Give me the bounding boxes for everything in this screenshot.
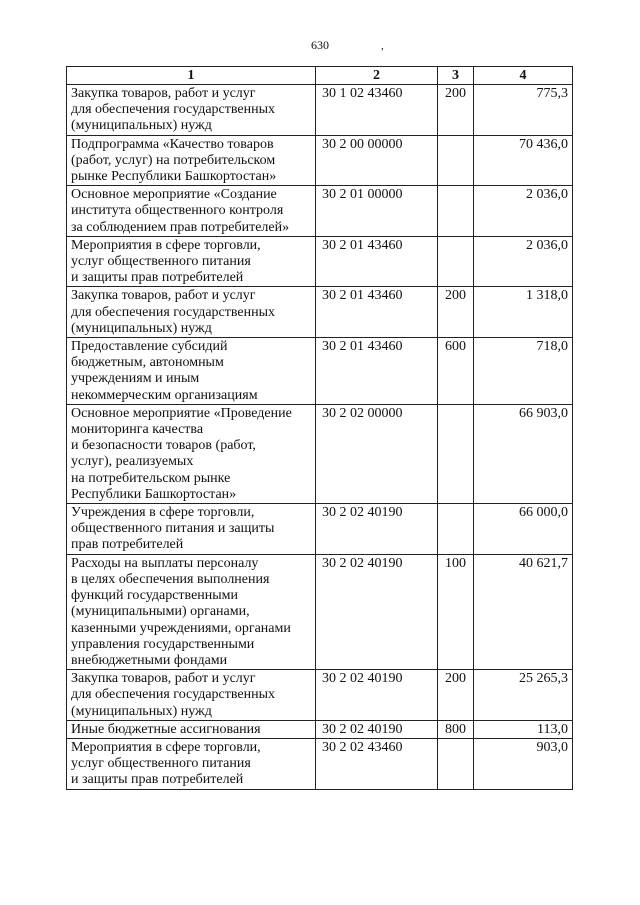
row-name-line: для обеспечения государственных xyxy=(71,102,275,118)
row-name-line: института общественного контроля xyxy=(71,203,284,219)
row-name-line: Основное мероприятие «Проведение xyxy=(71,405,292,421)
stray-mark: , xyxy=(381,40,384,52)
row-code-cell: 30 2 02 43460 xyxy=(316,738,438,789)
row-name-cell xyxy=(67,338,316,405)
row-sum-cell: 40 621,7 xyxy=(474,554,573,669)
row-name-cell xyxy=(67,670,316,721)
row-name-line: рынке Республики Башкортостан» xyxy=(71,169,277,185)
table-row xyxy=(67,720,573,738)
row-sum-cell: 66 000,0 xyxy=(474,504,573,555)
row-code-cell: 30 1 02 43460 xyxy=(316,85,438,136)
row-type-cell: 600 xyxy=(438,338,474,405)
row-name-line: на потребительском рынке xyxy=(71,470,231,486)
row-name-cell xyxy=(67,135,316,186)
row-type-cell xyxy=(438,504,474,555)
row-code-cell: 30 2 02 40190 xyxy=(316,554,438,669)
row-name-line: и безопасности товаров (работ, xyxy=(71,438,256,454)
row-sum-cell: 718,0 xyxy=(474,338,573,405)
row-name-line: Подпрограмма «Качество товаров xyxy=(71,136,274,152)
row-sum-cell: 1 318,0 xyxy=(474,287,573,338)
row-name-line: в целях обеспечения выполнения xyxy=(71,571,270,587)
row-name-line: и защиты прав потребителей xyxy=(71,270,244,286)
row-code-cell: 30 2 00 00000 xyxy=(316,135,438,186)
row-name-line: для обеспечения государственных xyxy=(71,304,275,320)
row-name-cell xyxy=(67,236,316,287)
row-name-line: (муниципальными) органами, xyxy=(71,604,250,620)
table-row xyxy=(67,287,573,338)
row-name-cell xyxy=(67,186,316,237)
row-sum-cell: 903,0 xyxy=(474,738,573,789)
row-name-line: (работ, услуг) на потребительском xyxy=(71,152,276,168)
row-name-line: Основное мероприятие «Создание xyxy=(71,187,277,203)
row-sum-cell: 2 036,0 xyxy=(474,236,573,287)
row-sum-cell: 25 265,3 xyxy=(474,670,573,721)
row-type-cell: 800 xyxy=(438,720,474,738)
row-name-line: Мероприятия в сфере торговли, xyxy=(71,739,261,755)
row-name-line: некоммерческим организациям xyxy=(71,387,258,403)
row-name-line: внебюджетными фондами xyxy=(71,652,228,668)
row-name-line: Учреждения в сфере торговли, xyxy=(71,505,255,521)
row-name-line: Расходы на выплаты персоналу xyxy=(71,555,259,571)
table-row xyxy=(67,554,573,669)
row-type-cell xyxy=(438,404,474,503)
row-name-line: прав потребителей xyxy=(71,537,184,553)
row-type-cell: 200 xyxy=(438,85,474,136)
column-header-type: 3 xyxy=(438,67,474,85)
row-name-line: функций государственными xyxy=(71,588,239,604)
row-name-cell xyxy=(67,287,316,338)
row-name-cell xyxy=(67,85,316,136)
table-row xyxy=(67,504,573,555)
row-name-cell xyxy=(67,720,316,738)
row-code-cell: 30 2 01 43460 xyxy=(316,287,438,338)
row-name-cell xyxy=(67,504,316,555)
row-name-line: Мероприятия в сфере торговли, xyxy=(71,237,261,253)
row-name-line: Закупка товаров, работ и услуг xyxy=(71,671,256,687)
row-sum-cell: 775,3 xyxy=(474,85,573,136)
row-name-line: за соблюдением прав потребителей» xyxy=(71,219,290,235)
column-header-sum: 4 xyxy=(474,67,573,85)
row-name-line: мониторинга качества xyxy=(71,422,204,438)
row-type-cell: 200 xyxy=(438,287,474,338)
row-name-line: Республики Башкортостан» xyxy=(71,486,237,502)
row-name-cell xyxy=(67,404,316,503)
row-code-cell: 30 2 02 40190 xyxy=(316,720,438,738)
row-name-line: (муниципальных) нужд xyxy=(71,703,212,719)
row-code-cell: 30 2 01 43460 xyxy=(316,338,438,405)
row-sum-cell: 70 436,0 xyxy=(474,135,573,186)
row-type-cell xyxy=(438,738,474,789)
table-body xyxy=(67,85,573,790)
row-code-cell: 30 2 02 00000 xyxy=(316,404,438,503)
table-header-row xyxy=(67,67,573,85)
budget-table xyxy=(66,66,573,790)
table-row xyxy=(67,738,573,789)
row-name-cell xyxy=(67,738,316,789)
row-name-line: Предоставление субсидий xyxy=(71,339,228,355)
row-code-cell: 30 2 02 40190 xyxy=(316,504,438,555)
row-sum-cell: 113,0 xyxy=(474,720,573,738)
table-row xyxy=(67,135,573,186)
row-name-line: и защиты прав потребителей xyxy=(71,772,244,788)
row-name-line: общественного питания и защиты xyxy=(71,521,275,537)
table-row xyxy=(67,186,573,237)
row-code-cell: 30 2 02 40190 xyxy=(316,670,438,721)
row-name-line: услуг общественного питания xyxy=(71,756,251,772)
row-name-line: Иные бюджетные ассигнования xyxy=(71,721,261,737)
row-name-line: услуг), реализуемых xyxy=(71,454,194,470)
row-type-cell: 200 xyxy=(438,670,474,721)
row-name-line: учреждениям и иным xyxy=(71,371,200,387)
row-type-cell: 100 xyxy=(438,554,474,669)
row-name-line: Закупка товаров, работ и услуг xyxy=(71,288,256,304)
row-name-cell xyxy=(67,554,316,669)
row-sum-cell: 66 903,0 xyxy=(474,404,573,503)
column-header-code: 2 xyxy=(316,67,438,85)
row-name-line: для обеспечения государственных xyxy=(71,687,275,703)
column-header-name: 1 xyxy=(67,67,316,85)
row-type-cell xyxy=(438,186,474,237)
row-type-cell xyxy=(438,135,474,186)
table-row xyxy=(67,404,573,503)
row-name-line: Закупка товаров, работ и услуг xyxy=(71,86,256,101)
row-code-cell: 30 2 01 43460 xyxy=(316,236,438,287)
row-type-cell xyxy=(438,236,474,287)
row-code-cell: 30 2 01 00000 xyxy=(316,186,438,237)
page-number: 630 xyxy=(311,38,329,52)
row-name-line: (муниципальных) нужд xyxy=(71,118,212,134)
table-row xyxy=(67,85,573,136)
row-name-line: управления государственными xyxy=(71,636,255,652)
row-name-line: (муниципальных) нужд xyxy=(71,320,212,336)
table-row xyxy=(67,338,573,405)
table-row xyxy=(67,670,573,721)
row-name-line: услуг общественного питания xyxy=(71,254,251,270)
table-row xyxy=(67,236,573,287)
row-sum-cell: 2 036,0 xyxy=(474,186,573,237)
row-name-line: казенными учреждениями, органами xyxy=(71,620,291,636)
row-name-line: бюджетным, автономным xyxy=(71,355,224,371)
